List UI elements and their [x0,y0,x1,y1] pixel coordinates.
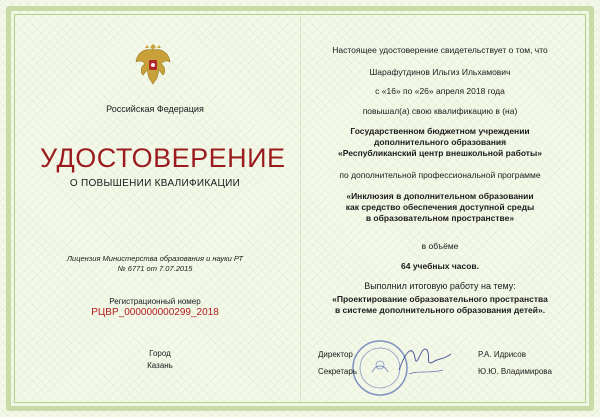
license-line-2: № 6771 от 7.07.2015 [117,264,193,273]
signature-icon [395,340,455,380]
document-title: УДОСТОВЕРЕНИЕ [40,143,286,173]
city-label: Город [149,349,171,358]
organization-line-3: «Республиканский центр внешкольной работы» [338,148,542,158]
recipient-name: Шарафутдинов Ильгиз Ильхамович [369,67,511,77]
secretary-label: Секретарь [318,367,357,376]
document-subtitle: О ПОВЫШЕНИИ КВАЛИФИКАЦИИ [69,178,241,189]
final-work-theme [305,294,575,316]
organization-name [305,126,575,159]
secretary-name: Ю.Ю. Владимирова [478,367,552,376]
city-name: Казань [147,361,173,370]
final-work-label: Выполнил итоговую работу на тему: [364,281,516,291]
intro-text: Настоящее удостоверение свидетельствует о том, что [332,45,548,55]
country-name: Российская Федерация [106,104,204,114]
program-name [305,191,575,224]
license-info [55,254,255,274]
program-line-3: в образовательном пространстве» [365,213,515,223]
qualified-text: повышал(а) свою квалификацию в (на) [362,106,518,116]
director-name: Р.А. Идрисов [478,350,526,359]
page-fold [300,16,301,401]
director-label: Директор [318,350,353,359]
theme-line-1: «Проектирование образовательного пространства [332,294,548,304]
license-line-1: Лицензия Министерства образования и науки РТ [66,254,244,263]
training-period: с «16» по «26» апреля 2018 года [375,86,505,96]
theme-line-2: в системе дополнительного образования детей». [334,305,546,315]
volume-label: в объёме [421,241,459,251]
program-line-1: «Инклюзия в дополнительном образовании [346,191,534,201]
registration-label: Регистрационный номер [109,297,201,306]
program-line-2: как средство обеспечения доступной среды [345,202,535,212]
hours-count: 64 учебных часов. [401,261,479,271]
organization-line-1: Государственном бюджетном учреждении [350,126,530,136]
russian-coat-of-arms-icon [133,40,173,90]
program-label: по дополнительной профессиональной программе [339,170,541,180]
registration-number: РЦВР_000000000299_2018 [91,307,219,318]
organization-line-2: дополнительного образования [373,137,507,147]
